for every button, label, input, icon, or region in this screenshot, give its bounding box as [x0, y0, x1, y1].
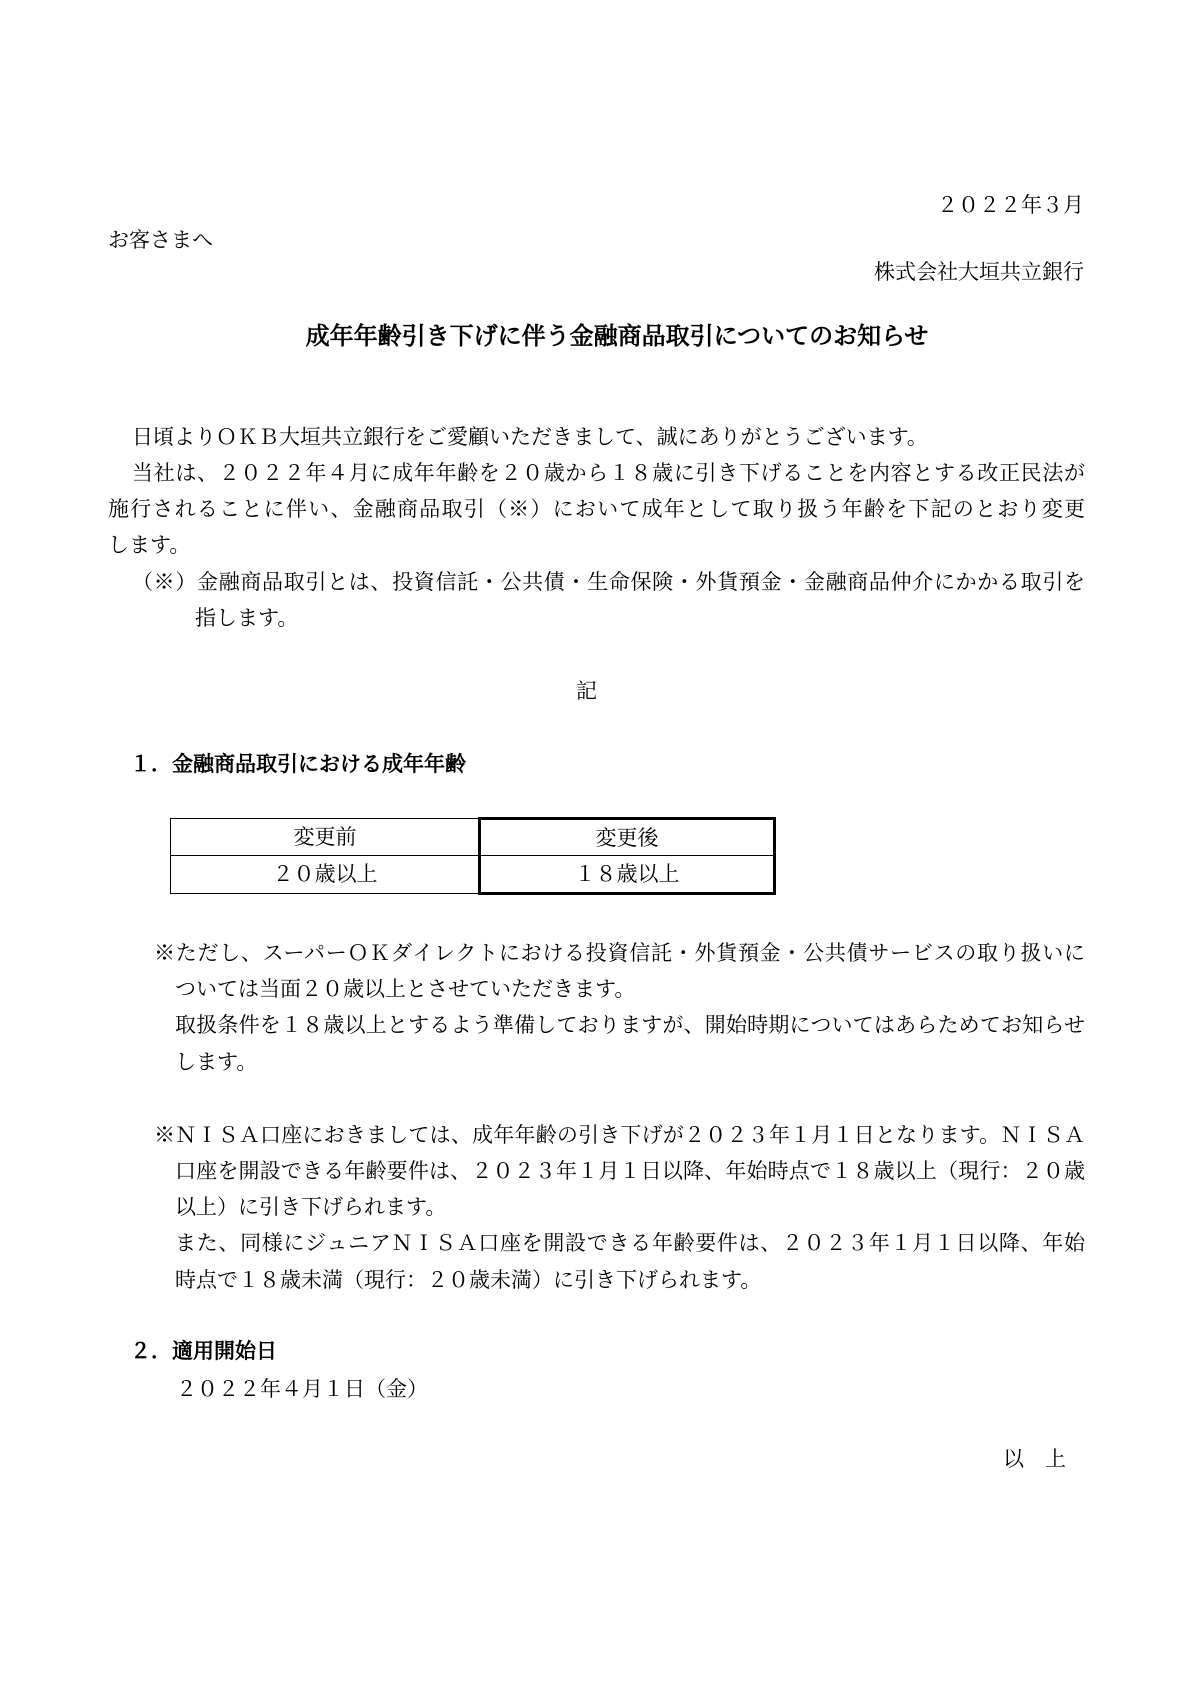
table-header-before: 変更前	[171, 819, 479, 856]
table-value-after: １８歳以上	[574, 862, 680, 886]
note2-line: 以上）に引き下げられます。	[175, 1195, 447, 1219]
table-value-before: ２０歳以上	[272, 862, 378, 886]
note1-line: 取扱条件を１８歳以上とするよう準備しておりますが、開始時期についてはあらためてお知らせ	[175, 1013, 1085, 1037]
note1-line: ※ただし、スーパーＯＫダイレクトにおける投資信託・外貨預金・公共債サービスの取り扱いに	[154, 941, 1085, 965]
recipient: お客さまへ	[108, 228, 213, 252]
section2-heading: ２．適用開始日	[130, 1339, 277, 1363]
table-column-before	[170, 818, 480, 894]
intro-line: 日頃よりＯＫＢ大垣共立銀行をご愛顧いただきまして、誠にありがとうございます。	[132, 425, 928, 449]
closing-mark: 以 上	[1003, 1447, 1066, 1471]
intro-line: 施行されることに伴い、金融商品取引（※）において成年として取り扱う年齢を下記のとおり変更	[108, 497, 1085, 521]
definition-note-line: （※）金融商品取引とは、投資信託・公共債・生命保険・外貨預金・金融商品仲介にかかる取引を	[132, 570, 1085, 594]
note2-line: また、同様にジュニアＮＩＳＡ口座を開設できる年齢要件は、２０２３年１月１日以降、年始	[175, 1231, 1085, 1255]
intro-line: します。	[108, 533, 191, 557]
note2-line: 時点で１８歳未満（現行：２０歳未満）に引き下げられます。	[175, 1268, 762, 1292]
intro-line: 当社は、２０２２年４月に成年年齢を２０歳から１８歳に引き下げることを内容とする改正民法が	[132, 461, 1085, 485]
issue-date: ２０２２年３月	[937, 193, 1084, 217]
effective-date: ２０２２年４月１日（金）	[176, 1377, 428, 1401]
table-header-after: 変更後	[481, 820, 773, 856]
table-column-after	[478, 817, 776, 895]
note2-line: ※ＮＩＳＡ口座におきましては、成年年齢の引き下げが２０２３年１月１日となります。ＮＩＳＡ	[154, 1123, 1085, 1147]
note1-line: します。	[175, 1050, 258, 1074]
section1-heading: １．金融商品取引における成年年齢	[130, 752, 466, 776]
ki-marker: 記	[576, 679, 597, 703]
note2-line: 口座を開設できる年齢要件は、２０２３年１月１日以降、年始時点で１８歳以上（現行：２０歳	[175, 1159, 1085, 1183]
sender: 株式会社大垣共立銀行	[874, 260, 1084, 284]
document-title: 成年年齢引き下げに伴う金融商品取引についてのお知らせ	[305, 322, 929, 350]
note1-line: ついては当面２０歳以上とさせていただきます。	[175, 977, 636, 1001]
age-change-table	[170, 818, 776, 894]
definition-note-line: 指します。	[195, 606, 299, 630]
